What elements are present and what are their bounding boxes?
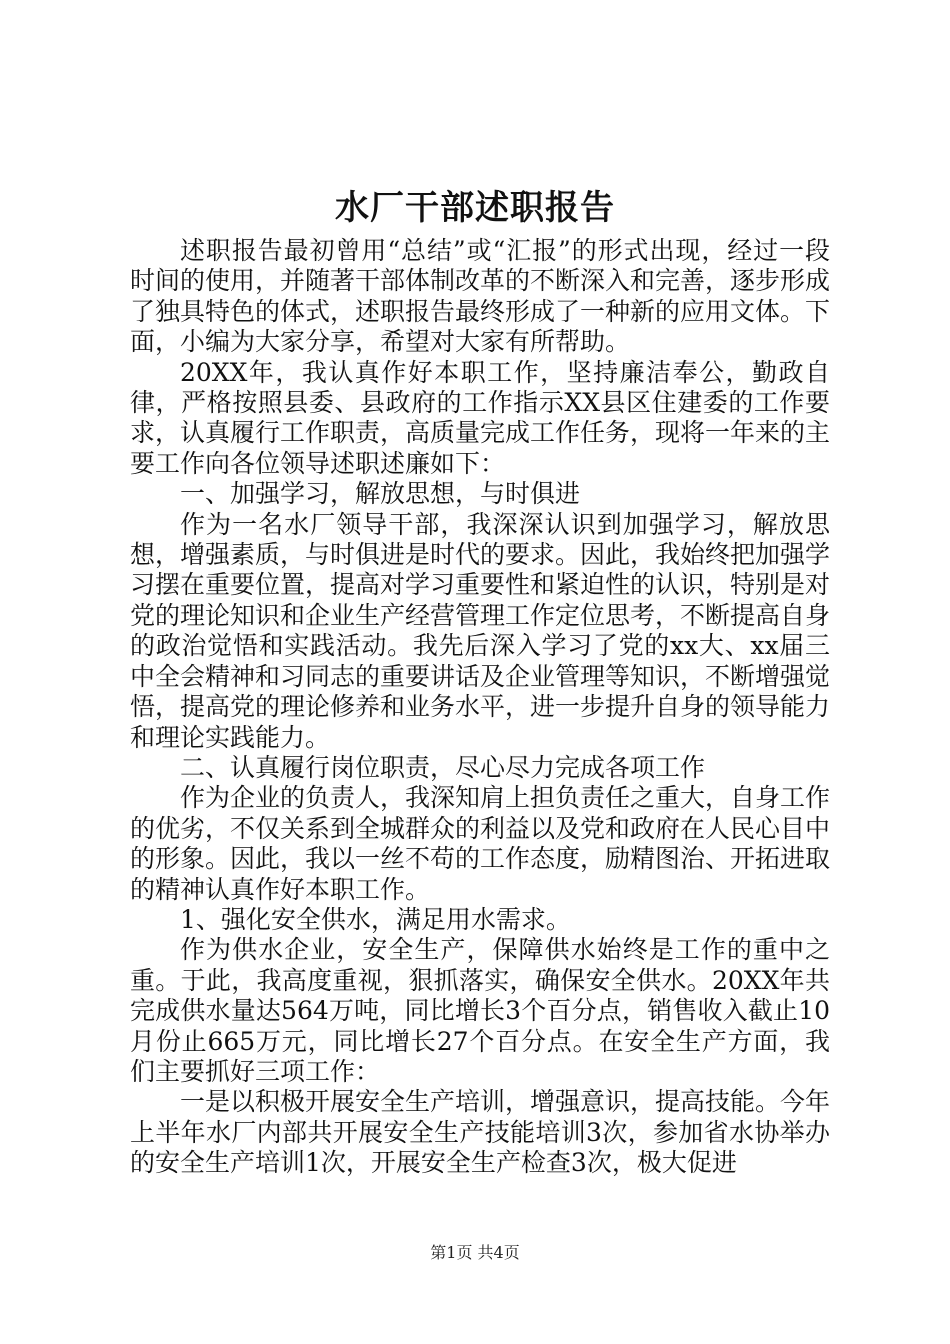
page-footer: 第1页 共4页 [430, 1243, 520, 1262]
paragraph-duties: 作为企业的负责人，我深知肩上担负责任之重大，自身工作的优劣，不仅关系到全城群众的利益以及党和政府在人民心目中的形象。因此，我以一丝不苟的工作态度，励精图治、开拓进取的精神认真作好本职工作。 [130, 783, 831, 904]
section-heading-2: 二、认真履行岗位职责，尽心尽力完成各项工作 [180, 752, 706, 782]
section-heading-1: 一、加强学习，解放思想，与时俱进 [180, 479, 581, 509]
subsection-heading-1: 1、强化安全供水，满足用水需求。 [180, 904, 571, 934]
paragraph-training: 一是以积极开展安全生产培训，增强意识，提高技能。今年上半年水厂内部共开展安全生产技能培训3次，参加省水协举办的安全生产培训1次，开展安全生产检查3次，极大促进 [130, 1087, 831, 1178]
paragraph-water-supply: 作为供水企业，安全生产，保障供水始终是工作的重中之重。于此，我高度重视，狠抓落实，确保安全供水。20XX年共完成供水量达564万吨，同比增长3个百分点，销售收入截止10月份止665万元，同比增长27个百分点。在安全生产方面，我们主要抓好三项工作： [130, 935, 830, 1086]
document-title: 水厂干部述职报告 [335, 188, 615, 228]
paragraph-intro: 述职报告最初曾用“总结”或“汇报”的形式出现，经过一段时间的使用，并随著干部体制改革的不断深入和完善，逐步形成了独具特色的体式，述职报告最终形成了一种新的应用文体。下面，小编为大家分享，希望对大家有所帮助。 [130, 236, 831, 357]
paragraph-overview: 20XX年，我认真作好本职工作，坚持廉洁奉公，勤政自律，严格按照县委、县政府的工作指示XX县区住建委的工作要求，认真履行工作职责，高质量完成工作任务，现将一年来的主要工作向各位领导述职述廉如下： [130, 357, 831, 478]
document-body [130, 236, 830, 1179]
paragraph-study: 作为一名水厂领导干部，我深深认识到加强学习，解放思想，增强素质，与时俱进是时代的要求。因此，我始终把加强学习摆在重要位置，提高对学习重要性和紧迫性的认识，特别是对党的理论知识和企业生产经营管理工作定位思考，不断提高自身的政治觉悟和实践活动。我先后深入学习了党的xx大、xx届三中全会精神和习同志的重要讲话及企业管理等知识，不断增强觉悟，提高党的理论修养和业务水平，进一步提升自身的领导能力和理论实践能力。 [130, 509, 831, 752]
